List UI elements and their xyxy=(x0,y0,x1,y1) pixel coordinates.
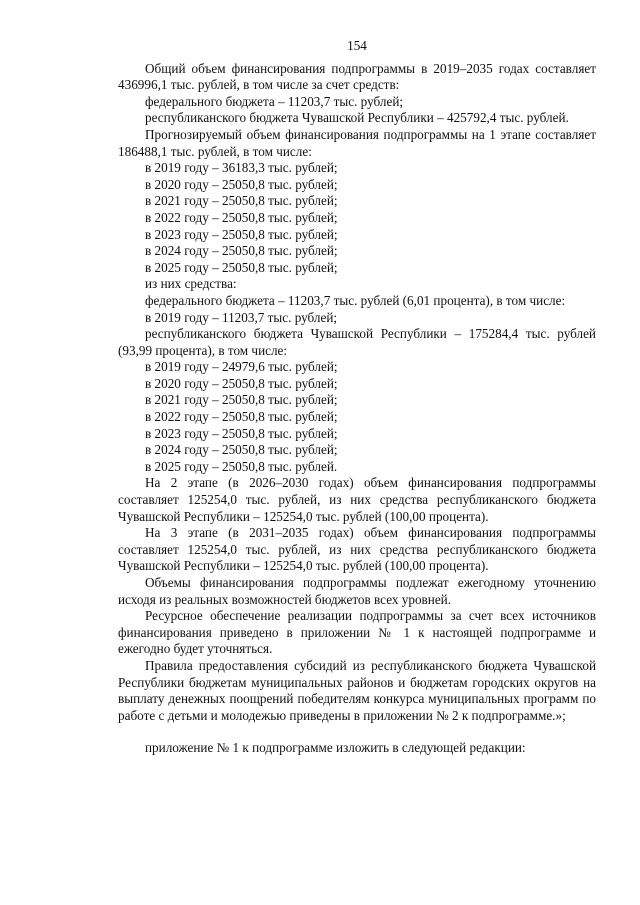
stage1-year-line: в 2021 году – 25050,8 тыс. рублей; xyxy=(145,193,338,209)
annual-adjustment-paragraph: Объемы финансирования подпрограммы подлежат ежегодному уточнению исходя из реальных возможностей бюджетов всех уровней. xyxy=(118,575,596,607)
resource-provision-paragraph: Ресурсное обеспечение реализации подпрограммы за счет всех источников финансирования приведено в приложении № 1 к настоящей подпрограмме и ежегодно будет уточняться. xyxy=(118,608,596,657)
republic-year-line: в 2024 году – 25050,8 тыс. рублей; xyxy=(145,442,338,458)
stage1-year-line: в 2023 году – 25050,8 тыс. рублей; xyxy=(145,226,338,242)
spacer xyxy=(118,724,596,740)
stage3-paragraph: На 3 этапе (в 2031–2035 годах) объем финансирования подпрограммы составляет 125254,0 тыс. рублей, из них средства республиканского бюджета Чувашской Республики – 125254,0 тыс. рублей (100,00 процента). xyxy=(118,525,596,574)
republic-year-line: в 2023 году – 25050,8 тыс. рублей; xyxy=(145,425,338,441)
stage1-year-line: в 2019 году – 36183,3 тыс. рублей; xyxy=(145,160,338,176)
stage1-year-line: в 2022 году – 25050,8 тыс. рублей; xyxy=(145,209,338,225)
republic-budget-paragraph: республиканского бюджета Чувашской Республики – 425792,4 тыс. рублей. xyxy=(145,110,569,126)
republic-year-line: в 2025 году – 25050,8 тыс. рублей. xyxy=(145,458,338,474)
republic-share-paragraph: республиканского бюджета Чувашской Республики – 175284,4 тыс. рублей (93,99 процента), в том числе: xyxy=(118,326,596,358)
stage1-year-line: в 2020 году – 25050,8 тыс. рублей; xyxy=(145,176,338,192)
of-which-line: из них средства: xyxy=(145,276,237,292)
page-number: 154 xyxy=(347,38,367,53)
subsidy-rules-paragraph: Правила предоставления субсидий из республиканского бюджета Чувашской Республики бюджетам муниципальных районов и бюджетам городских округов на выплату денежных поощрений победителям конкурса муниципальных программ по работе с детьми и молодежью приведены в приложении № 2 к подпрограмме.»; xyxy=(118,657,596,723)
document-page xyxy=(118,38,596,757)
stage1-forecast-paragraph: Прогнозируемый объем финансирования подпрограммы на 1 этапе составляет 186488,1 тыс. рублей, в том числе: xyxy=(118,126,596,159)
republic-year-line: в 2021 году – 25050,8 тыс. рублей; xyxy=(145,392,338,408)
federal-2019-line: в 2019 году – 11203,7 тыс. рублей; xyxy=(145,309,338,325)
federal-share-line: федерального бюджета – 11203,7 тыс. рублей (6,01 процента), в том числе: xyxy=(145,292,566,308)
stage1-year-line: в 2024 году – 25050,8 тыс. рублей; xyxy=(145,243,338,259)
stage1-year-line: в 2025 году – 25050,8 тыс. рублей; xyxy=(145,259,338,275)
republic-year-line: в 2019 году – 24979,6 тыс. рублей; xyxy=(145,359,338,375)
republic-year-line: в 2020 году – 25050,8 тыс. рублей; xyxy=(145,375,338,391)
federal-budget-line: федерального бюджета – 11203,7 тыс. рублей; xyxy=(145,93,404,109)
appendix-instruction-paragraph: приложение № 1 к подпрограмме изложить в следующей редакции: xyxy=(145,740,526,756)
republic-year-line: в 2022 году – 25050,8 тыс. рублей; xyxy=(145,409,338,425)
total-financing-paragraph: Общий объем финансирования подпрограммы в 2019–2035 годах составляет 436996,1 тыс. рублей, в том числе за счет средств: xyxy=(118,60,596,93)
stage2-paragraph: На 2 этапе (в 2026–2030 годах) объем финансирования подпрограммы составляет 125254,0 тыс. рублей, из них средства республиканского бюджета Чувашской Республики – 125254,0 тыс. рублей (100,00 процента). xyxy=(118,475,596,524)
